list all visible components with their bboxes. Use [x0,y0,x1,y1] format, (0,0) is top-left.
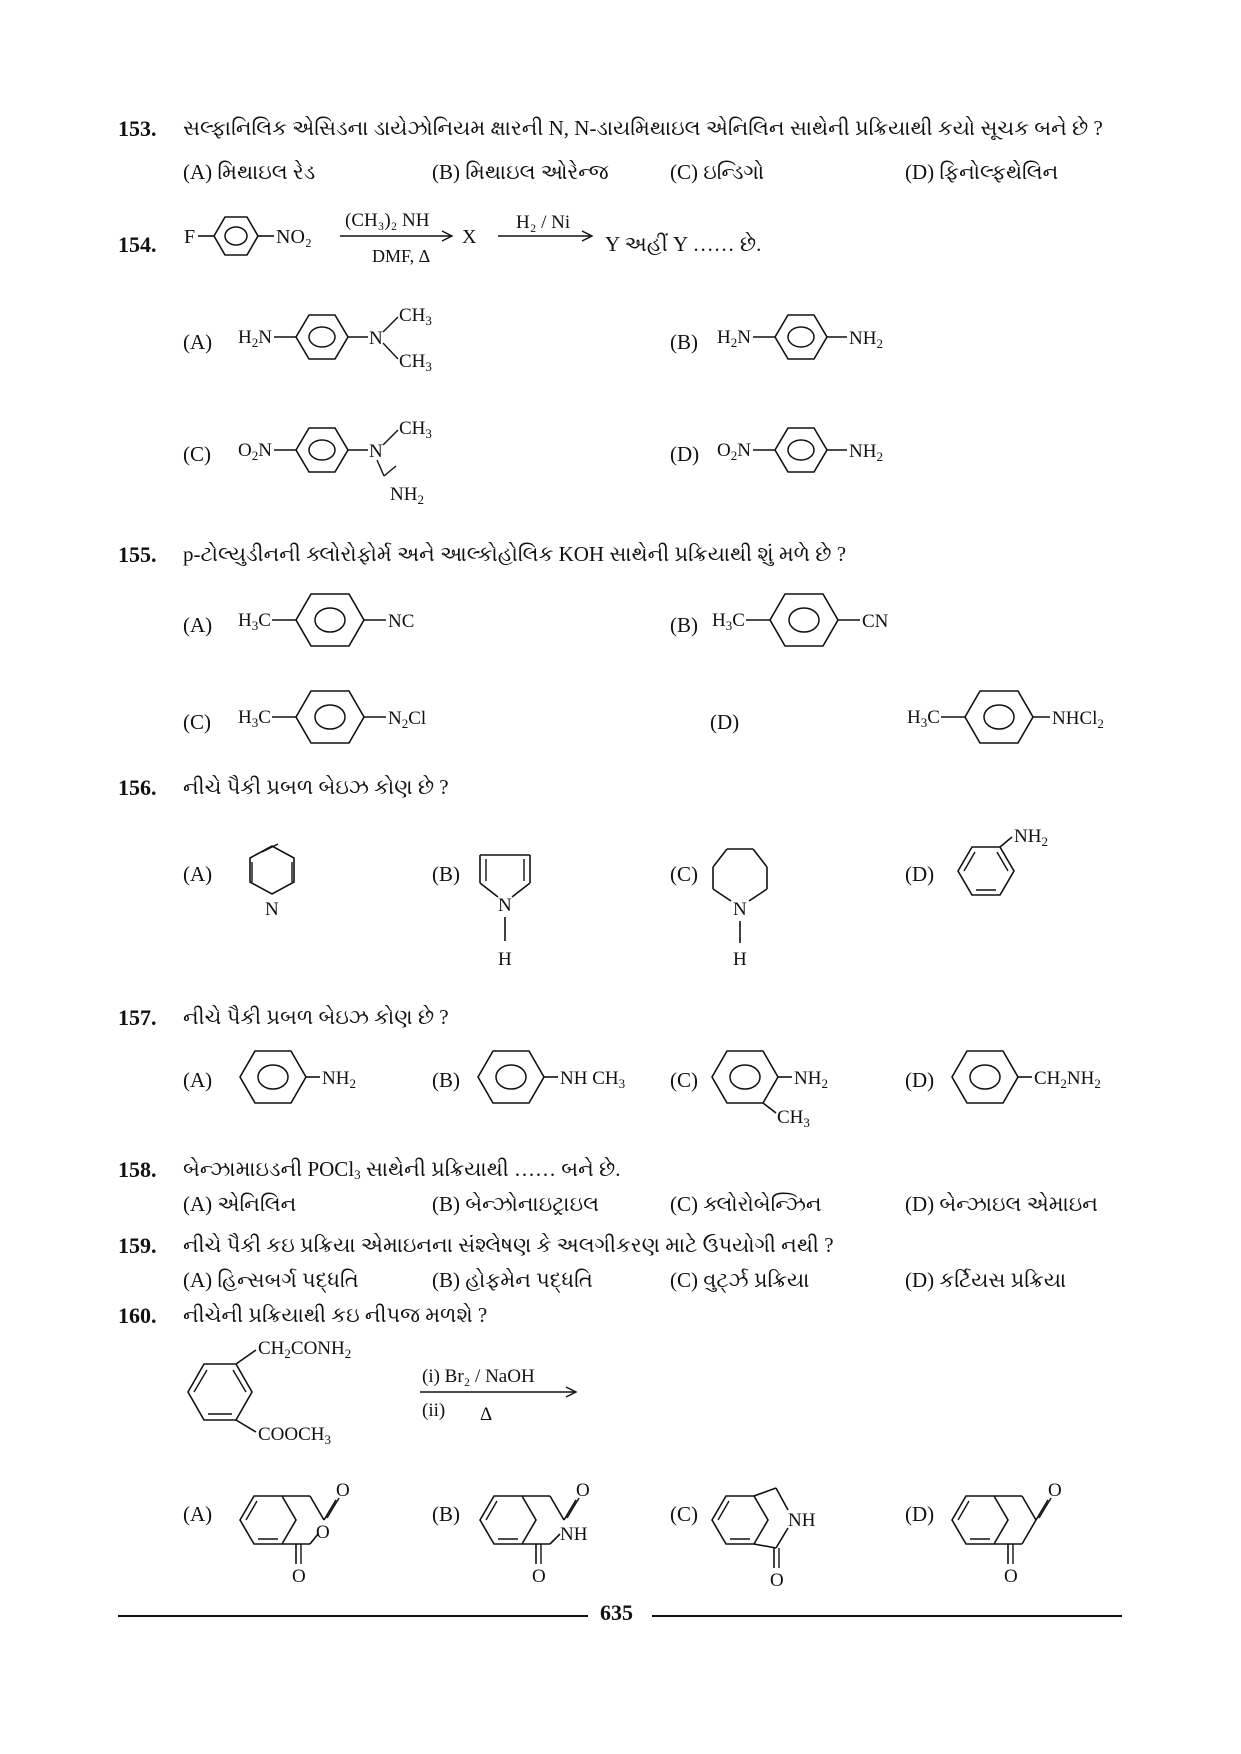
option-c[interactable]: (C) ક્લોરોબેન્ઝિન [670,1192,822,1216]
svg-text:COOCH3: $COOCH_3$ [258,1424,332,1447]
benzene-ring-icon [775,428,827,472]
svg-text:O: O [532,1566,546,1587]
structure-155c [236,685,456,755]
structure-154b [715,305,915,375]
structure-157b [476,1045,666,1115]
svg-text:O2N: $O_2N$ [717,440,751,463]
intermediate-x: X [462,226,477,248]
option-c-label[interactable]: (C) [183,710,211,734]
option-a[interactable]: (A) મિથાઇલ રેડ [183,160,316,184]
option-d[interactable]: (D) બેન્ઝાઇલ એમાઇન [905,1192,1098,1216]
option-c[interactable]: (C) ઇન્ડિગો [670,160,765,184]
question-text: નીચે પૈકી કઇ પ્રક્રિયા એમાઇનના સંશ્લેષણ કે અલગીકરણ માટે ઉપયોગી નથી ? [183,1233,834,1257]
svg-text:H: H [733,949,747,970]
svg-text:NH2: $NH_2$ [1014,826,1048,849]
option-d-label[interactable]: (D) [905,1502,935,1526]
benzene-ring-icon [478,1051,544,1103]
option-a-label[interactable]: (A) [183,1068,213,1092]
fluoro-label: F [184,226,196,248]
question-number: 156. [118,775,157,800]
nitro-label: NO₂ [276,226,312,248]
benzene-ring-icon [952,1051,1018,1103]
svg-text:H3C: $H_3C$ [907,707,940,730]
option-b-label[interactable]: (B) [670,613,698,637]
option-b-label[interactable]: (B) [432,862,460,886]
reagent-top-2: H₂ / Ni [516,212,571,233]
svg-text:H2N: $H_2N$ [238,327,272,350]
option-a[interactable]: (A) હિન્સબર્ગ પદ્ધતિ [183,1268,359,1292]
option-a-label[interactable]: (A) [183,330,213,354]
question-number: 154. [118,232,157,257]
svg-text:H: H [498,949,512,970]
svg-text:NH: NH [788,1510,816,1531]
structure-157d [950,1045,1140,1115]
option-c-label[interactable]: (C) [183,442,211,466]
question-number: 157. [118,1005,157,1030]
svg-text:O: O [1048,1480,1062,1501]
question-number: 155. [118,542,157,567]
svg-text:NH2: $NH_2$ [794,1068,828,1091]
benzene-ring-icon [240,1051,306,1103]
option-d-label[interactable]: (D) [710,710,740,734]
svg-text:O: O [292,1566,306,1587]
svg-text:O: O [316,1522,330,1543]
structure-155a [236,588,456,658]
svg-text:CH3: $CH_3$ [399,418,432,441]
svg-text:CN: CN [862,611,889,632]
structure-157c [710,1045,860,1135]
svg-text:CH2CONH2: $CH_2CONH_2$ [258,1338,352,1361]
structure-154a [236,305,456,385]
benzene-ring-icon [296,594,364,646]
svg-text:H3C: $H_3C$ [712,610,745,633]
benzene-ring-icon [214,217,258,255]
svg-text:CH2NH2: $CH_2NH_2$ [1034,1068,1101,1091]
svg-text:N2Cl: $N_2Cl$ [388,708,427,731]
option-c-label[interactable]: (C) [670,862,698,886]
question-number: 158. [118,1157,157,1182]
isoindolinone-structure [708,1468,868,1591]
option-b[interactable]: (B) હોફમેન પદ્ધતિ [432,1268,593,1292]
option-d-label[interactable]: (D) [670,442,700,466]
option-b-label[interactable]: (B) [670,330,698,354]
question-number: 153. [118,116,157,141]
footer-rule-right [652,1615,1122,1617]
reagent-bottom: DMF, Δ [372,246,431,266]
svg-text:N: N [733,899,747,920]
option-a-label[interactable]: (A) [183,862,213,886]
svg-text:N: N [369,441,383,462]
svg-text:CH3: $CH_3$ [777,1107,810,1130]
benzene-ring-icon [770,594,838,646]
reagent-ii: (ii) [422,1400,446,1421]
option-a-label[interactable]: (A) [183,613,213,637]
reagent-i: (i) Br₂ / NaOH [422,1366,535,1387]
svg-text:N: N [265,899,279,920]
svg-text:CH3: $CH_3$ [399,351,432,374]
svg-text:H3C: $H_3C$ [238,707,271,730]
benzene-ring-icon [296,315,348,359]
svg-text:NH2: $NH_2$ [849,441,883,464]
svg-text:O: O [770,1570,784,1591]
question-text: નીચે પૈકી પ્રબળ બેઇઝ કોણ છે ? [183,775,449,799]
svg-text:NC: NC [388,611,415,632]
svg-text:NHCl2: NHCl$_2$ [1052,708,1104,731]
svg-text:N: N [369,328,383,349]
benzene-ring-icon [712,1051,778,1103]
option-d[interactable]: (D) કર્ટિયસ પ્રક્રિયા [905,1268,1067,1292]
option-d-label[interactable]: (D) [905,862,935,886]
svg-text:O: O [576,1480,590,1501]
benzene-ring-icon [296,428,348,472]
option-b[interactable]: (B) મિથાઇલ ઓરેન્જ [432,160,609,184]
structure-157a [238,1045,398,1115]
footer-rule-left [118,1615,588,1617]
option-b[interactable]: (B) બેન્ઝોનાઇટ્રાઇલ [432,1192,599,1216]
question-text: નીચે પૈકી પ્રબળ બેઇઝ કોણ છે ? [183,1005,449,1029]
svg-text:NH2: $NH_2$ [849,328,883,351]
aniline-structure [948,826,1068,925]
question-text: નીચેની પ્રક્રિયાથી કઇ નીપજ મળશે ? [183,1303,488,1327]
structure-155d [905,685,1135,755]
structure-155b [710,588,930,658]
svg-text:O: O [336,1480,350,1501]
option-d-label[interactable]: (D) [905,1068,935,1092]
reaction-scheme-160 [180,1340,600,1450]
benzene-ring-icon [775,315,827,359]
svg-text:H2N: $H_2N$ [717,327,751,350]
benzene-ring-icon [296,691,364,743]
question-text-tail: Y અહીં Y …… છે. [605,232,762,256]
option-d[interactable]: (D) ફિનોલ્ફથેલિન [905,160,1059,184]
pyridine-structure [232,840,312,930]
question-number: 160. [118,1303,157,1328]
svg-text:NH: NH [560,1524,588,1545]
pyrrole-structure [470,845,550,975]
svg-text:NH2: $NH_2$ [390,484,424,507]
svg-text:CH3: $CH_3$ [399,305,432,328]
option-c-label[interactable]: (C) [670,1502,698,1526]
tetralindione-structure [948,1468,1108,1588]
question-text: p-ટોલ્યુડીનની ક્લોરોફોર્મ અને આલ્કોહોલિક KOH સાથેની પ્રક્રિયાથી શું મળે છે ? [183,542,847,566]
isochromandione-structure [236,1468,396,1588]
question-text: બેન્ઝામાઇડની POCl$_3$ સાથેની પ્રક્રિયાથી …… બને છે. [183,1157,621,1182]
isoquinolinedione-structure [476,1468,636,1588]
question-text: સલ્ફાનિલિક એસિડના ડાયેઝોનિયમ ક્ષારની N, N-ડાયમિથાઇલ એનિલિન સાથેની પ્રક્રિયાથી કયો સૂચક બને છે ? [183,116,1103,140]
option-a[interactable]: (A) એનિલિન [183,1192,297,1216]
option-b-label[interactable]: (B) [432,1068,460,1092]
piperidine-structure [705,845,785,975]
structure-154d [715,418,915,488]
benzene-ring-icon [965,691,1033,743]
reagent-top: (CH₃)₂ NH [345,210,430,231]
svg-text:O2N: $O_2N$ [238,440,272,463]
svg-text:H3C: $H_3C$ [238,610,271,633]
svg-text:NH CH3: NH $CH_3$ [560,1068,626,1091]
structure-154c [236,418,456,513]
option-b-label[interactable]: (B) [432,1502,460,1526]
option-a-label[interactable]: (A) [183,1502,213,1526]
svg-text:NH2: $NH_2$ [322,1068,356,1091]
reagent-delta: Δ [480,1404,493,1425]
option-c-label[interactable]: (C) [670,1068,698,1092]
svg-text:O: O [1004,1566,1018,1587]
svg-text:N: N [498,895,512,916]
page-number: 635 [600,1600,633,1625]
option-c[interactable]: (C) વુર્ટ્ઝ પ્રક્રિયા [670,1268,810,1292]
question-number: 159. [118,1233,157,1258]
